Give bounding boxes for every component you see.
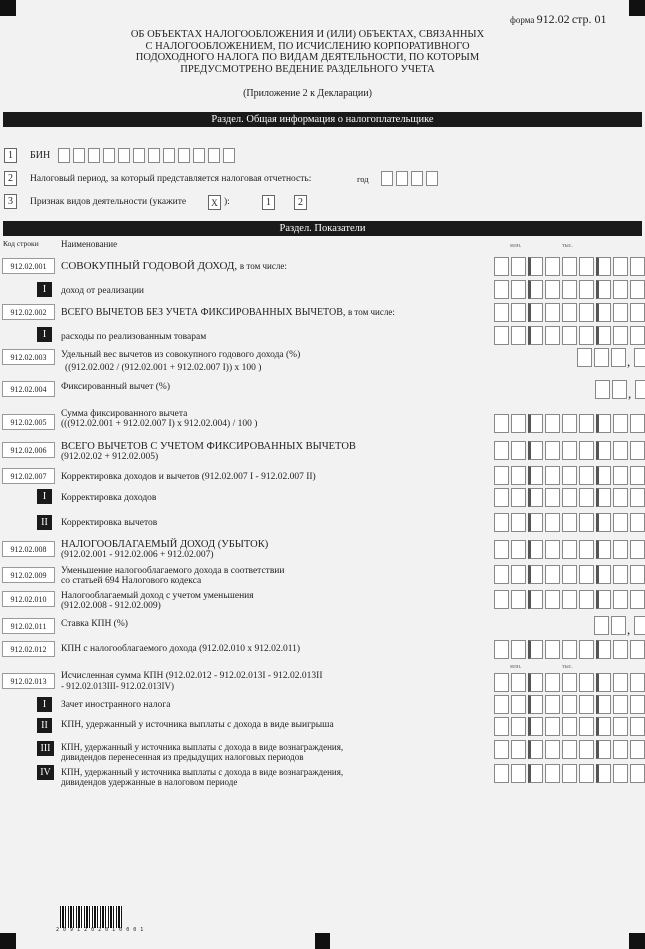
digit-cell[interactable] (613, 466, 628, 485)
digit-cell[interactable] (596, 303, 611, 322)
row-code: 912.02.008 (2, 541, 55, 557)
digit-cell[interactable] (630, 488, 645, 507)
row-roman: II (37, 718, 52, 733)
digit-cell[interactable] (562, 257, 577, 276)
digit-cell[interactable] (545, 466, 560, 485)
digit-cell[interactable] (494, 466, 509, 485)
row-code: 912.02.013 (2, 673, 55, 689)
corner-marker-bottom-left (0, 933, 16, 949)
row-name: Налогооблагаемый доход с учетом уменьшения (912.02.008 - 912.02.009) (61, 591, 254, 611)
digit-cell[interactable] (596, 740, 611, 759)
row-name: СОВОКУПНЫЙ ГОДОВОЙ ДОХОД, в том числе: (61, 260, 287, 272)
digit-cell[interactable] (511, 590, 526, 609)
digit-cell[interactable] (494, 257, 509, 276)
activity-option-2[interactable]: 2 (294, 195, 307, 210)
row-name: НАЛОГООБЛАГАЕМЫЙ ДОХОД (УБЫТОК) (912.02.001 - 912.02.006 + 912.02.007) (61, 539, 269, 560)
amount-input-cells[interactable] (492, 257, 645, 276)
digit-cell[interactable] (613, 640, 628, 659)
digit-cell[interactable] (511, 326, 526, 345)
digit-cell[interactable] (579, 764, 594, 783)
digit-cell[interactable] (579, 717, 594, 736)
digit-cell[interactable] (511, 513, 526, 532)
digit-cell[interactable] (613, 414, 628, 433)
corner-marker-bottom-right (629, 933, 645, 949)
amount-input-cells[interactable] (492, 540, 645, 559)
digit-cell[interactable] (596, 257, 611, 276)
digit-cell[interactable] (545, 280, 560, 299)
digit-cell[interactable] (596, 673, 611, 692)
digit-cell[interactable] (611, 348, 626, 367)
digit-cell[interactable] (511, 466, 526, 485)
digit-cell[interactable] (562, 590, 577, 609)
row-name: КПН, удержанный у источника выплаты с дохода в виде вознаграждения, дивидендов удержанные в налоговом периоде (61, 767, 344, 787)
digit-cell[interactable] (545, 414, 560, 433)
digit-cell[interactable] (494, 695, 509, 714)
amount-input-cells[interactable] (492, 590, 645, 609)
digit-cell[interactable] (528, 695, 543, 714)
row-code: 912.02.007 (2, 468, 55, 484)
digit-cell[interactable] (634, 348, 645, 367)
digit-cell[interactable] (494, 441, 509, 460)
row-code: 912.02.011 (2, 618, 55, 634)
row-name: Сумма фиксированного вычета (((912.02.001 + 912.02.007 I) x 912.02.004) / 100 ) (61, 409, 258, 429)
row-roman: III (37, 741, 54, 756)
digit-cell[interactable] (630, 257, 645, 276)
row-name: доход от реализации (61, 286, 144, 296)
digit-cell[interactable] (562, 695, 577, 714)
activity-sign-close: ): (224, 197, 230, 207)
col-name-header: Наименование (61, 239, 118, 249)
field-num-3: 3 (4, 194, 17, 209)
digit-cell[interactable] (528, 326, 543, 345)
row-name: ВСЕГО ВЫЧЕТОВ С УЧЕТОМ ФИКСИРОВАННЫХ ВЫЧЕТОВ (912.02.02 + 912.02.005) (61, 441, 356, 462)
digit-cell[interactable] (494, 303, 509, 322)
digit-cell[interactable] (494, 488, 509, 507)
digit-cell[interactable] (630, 441, 645, 460)
digit-cell[interactable] (528, 764, 543, 783)
digit-cell[interactable] (562, 488, 577, 507)
digit-cell[interactable] (613, 740, 628, 759)
digit-cell[interactable] (630, 764, 645, 783)
amount-input-cells[interactable] (492, 414, 645, 433)
digit-cell[interactable] (528, 257, 543, 276)
digit-cell[interactable] (494, 717, 509, 736)
digit-cell[interactable] (545, 488, 560, 507)
amount-input-cells[interactable] (492, 280, 645, 299)
digit-cell[interactable] (579, 466, 594, 485)
row-code: 912.02.002 (2, 304, 55, 320)
digit-cell[interactable] (494, 764, 509, 783)
corner-marker-top-right (629, 0, 645, 16)
digit-cell[interactable] (562, 466, 577, 485)
row-name: Зачет иностранного налога (61, 700, 171, 710)
form-number: форма 912.02 стр. 01 (510, 12, 607, 26)
digit-cell[interactable] (562, 640, 577, 659)
barcode-number: 2 0 9 1 2 0 2 0 1 0 0 0 1 (56, 927, 144, 933)
row-name: Исчисленная сумма КПН (912.02.012 - 912.02.013I - 912.02.013II - 912.02.013III- 912.02.013IV) (61, 671, 323, 691)
digit-cell[interactable] (511, 673, 526, 692)
digit-cell[interactable] (630, 326, 645, 345)
digit-cell[interactable] (613, 488, 628, 507)
digit-cell[interactable] (545, 673, 560, 692)
digit-cell[interactable] (528, 540, 543, 559)
digit-cell[interactable] (594, 616, 609, 635)
digit-cell[interactable] (494, 740, 509, 759)
row-roman: I (37, 282, 52, 297)
row-name: КПН, удержанный у источника выплаты с дохода в виде выигрыша (61, 720, 334, 730)
activity-sign-label: Признак видов деятельности (укажите (30, 197, 187, 207)
digit-cell[interactable] (613, 695, 628, 714)
digit-cell[interactable] (596, 764, 611, 783)
digit-cell[interactable] (545, 565, 560, 584)
digit-cell[interactable] (511, 565, 526, 584)
digit-cell[interactable] (528, 466, 543, 485)
digit-cell[interactable] (613, 590, 628, 609)
amount-input-cells[interactable] (492, 764, 645, 783)
digit-cell[interactable] (545, 540, 560, 559)
digit-cell[interactable] (596, 488, 611, 507)
unit-mln: млн. (510, 243, 522, 249)
amount-input-cells[interactable] (592, 616, 645, 635)
row-code: 912.02.009 (2, 567, 55, 583)
digit-cell[interactable] (579, 513, 594, 532)
digit-cell[interactable] (545, 695, 560, 714)
row-code: 912.02.004 (2, 381, 55, 397)
digit-cell[interactable] (579, 280, 594, 299)
unit-ths: тыс. (562, 243, 573, 249)
row-name: расходы по реализованным товарам (61, 332, 207, 342)
digit-cell[interactable] (545, 740, 560, 759)
digit-cell[interactable] (630, 565, 645, 584)
corner-marker-bottom-mid (315, 933, 330, 949)
row-code: 912.02.012 (2, 641, 55, 657)
digit-cell[interactable] (595, 380, 610, 399)
digit-cell[interactable] (494, 280, 509, 299)
digit-cell[interactable] (511, 740, 526, 759)
form-title: ОБ ОБЪЕКТАХ НАЛОГООБЛОЖЕНИЯ И (ИЛИ) ОБЪЕКТАХ, СВЯЗАННЫХ С НАЛОГООБЛОЖЕНИЕМ, ПО ИСЧИСЛЕНИЮ КОРПОРАТИВНОГО ПОДОХОДНОГО НАЛОГА ПО ВИДАМ ДЕЯТЕЛЬНОСТИ, ПО КОТОРЫМ ПРЕДУСМОТРЕНО ВЕДЕНИЕ РАЗДЕЛЬНОГО УЧЕТА (130, 29, 485, 75)
digit-cell[interactable] (562, 280, 577, 299)
digit-cell[interactable] (613, 280, 628, 299)
digit-cell[interactable] (528, 488, 543, 507)
amount-input-cells[interactable] (492, 640, 645, 659)
digit-cell[interactable] (511, 257, 526, 276)
digit-cell[interactable] (511, 414, 526, 433)
digit-cell[interactable] (630, 303, 645, 322)
digit-cell[interactable] (494, 590, 509, 609)
digit-cell[interactable] (630, 466, 645, 485)
digit-cell[interactable] (596, 326, 611, 345)
digit-cell[interactable] (545, 764, 560, 783)
digit-cell[interactable] (562, 540, 577, 559)
digit-cell[interactable] (562, 441, 577, 460)
digit-cell[interactable] (528, 513, 543, 532)
digit-cell[interactable] (545, 326, 560, 345)
digit-cell[interactable] (562, 673, 577, 692)
row-name: Уменьшение налогооблагаемого дохода в соответствии со статьей 694 Налогового кодекса (61, 566, 285, 586)
digit-cell[interactable] (596, 414, 611, 433)
digit-cell[interactable] (613, 764, 628, 783)
row-roman: I (37, 327, 52, 342)
row-name: Корректировка доходов и вычетов (912.02.007 I - 912.02.007 II) (61, 472, 316, 482)
field-num-1: 1 (4, 148, 17, 163)
decimal-comma: , (627, 354, 631, 369)
digit-cell[interactable] (579, 441, 594, 460)
digit-cell[interactable] (494, 565, 509, 584)
section-indicators-header: Раздел. Показатели (3, 221, 642, 236)
digit-cell[interactable] (630, 717, 645, 736)
row-name: Удельный вес вычетов из совокупного годового дохода (%) ((912.02.002 / (912.02.001 + 912.02.007 I)) x 100 ) (61, 350, 301, 373)
digit-cell[interactable] (594, 348, 609, 367)
digit-cell[interactable] (630, 695, 645, 714)
digit-cell[interactable] (630, 540, 645, 559)
row-name: Ставка КПН (%) (61, 619, 128, 629)
barcode (60, 906, 122, 928)
digit-cell[interactable] (545, 640, 560, 659)
digit-cell[interactable] (630, 414, 645, 433)
digit-cell[interactable] (613, 565, 628, 584)
amount-input-cells[interactable] (492, 466, 645, 485)
digit-cell[interactable] (596, 565, 611, 584)
digit-cell[interactable] (579, 257, 594, 276)
digit-cell[interactable] (528, 673, 543, 692)
decimal-comma: , (628, 386, 632, 401)
digit-cell[interactable] (579, 673, 594, 692)
digit-cell[interactable] (511, 717, 526, 736)
digit-cell[interactable] (579, 590, 594, 609)
digit-cell[interactable] (528, 717, 543, 736)
digit-cell[interactable] (630, 740, 645, 759)
row-name: Фиксированный вычет (%) (61, 382, 170, 392)
digit-cell[interactable] (528, 640, 543, 659)
digit-cell[interactable] (596, 717, 611, 736)
digit-cell[interactable] (613, 257, 628, 276)
row-code: 912.02.005 (2, 414, 55, 430)
row-code: 912.02.010 (2, 591, 55, 607)
row-name: Корректировка вычетов (61, 518, 158, 528)
digit-cell[interactable] (579, 303, 594, 322)
digit-cell[interactable] (579, 488, 594, 507)
amount-input-cells[interactable] (492, 326, 645, 345)
row-code: 912.02.003 (2, 349, 55, 365)
digit-cell[interactable] (579, 740, 594, 759)
digit-cell[interactable] (562, 764, 577, 783)
digit-cell[interactable] (596, 640, 611, 659)
col-code-header: Код строки (3, 239, 39, 248)
digit-cell[interactable] (494, 640, 509, 659)
digit-cell[interactable] (562, 513, 577, 532)
digit-cell[interactable] (494, 326, 509, 345)
corner-marker-top-left (0, 0, 16, 16)
row-name: КПН, удержанный у источника выплаты с дохода в виде вознаграждения, дивидендов перенесенная из предыдущих налоговых периодов (61, 742, 344, 762)
digit-cell[interactable] (630, 590, 645, 609)
digit-cell[interactable] (613, 303, 628, 322)
digit-cell[interactable] (545, 441, 560, 460)
form-subtitle: (Приложение 2 к Декларации) (243, 88, 372, 99)
digit-cell[interactable] (577, 348, 592, 367)
digit-cell[interactable] (579, 326, 594, 345)
digit-cell[interactable] (611, 616, 626, 635)
year-label: год (357, 174, 369, 184)
amount-input-cells[interactable] (575, 348, 645, 367)
amount-input-cells[interactable] (492, 673, 645, 692)
digit-cell[interactable] (579, 414, 594, 433)
digit-cell[interactable] (545, 717, 560, 736)
digit-cell[interactable] (612, 380, 627, 399)
digit-cell[interactable] (528, 565, 543, 584)
amount-input-cells[interactable] (492, 441, 645, 460)
row-name: КПН с налогооблагаемого дохода (912.02.010 x 912.02.011) (61, 644, 301, 654)
digit-cell[interactable] (630, 640, 645, 659)
digit-cell[interactable] (596, 513, 611, 532)
activity-option-1[interactable]: 1 (262, 195, 275, 210)
digit-cell[interactable] (635, 380, 645, 399)
digit-cell[interactable] (562, 326, 577, 345)
row-code: 912.02.001 (2, 258, 55, 274)
digit-cell[interactable] (528, 740, 543, 759)
unit-mln-2: млн. (510, 664, 522, 670)
period-label: Налоговый период, за который представляется налоговая отчетность: (30, 174, 312, 184)
digit-cell[interactable] (494, 540, 509, 559)
field-num-2: 2 (4, 171, 17, 186)
digit-cell[interactable] (511, 303, 526, 322)
digit-cell[interactable] (545, 303, 560, 322)
amount-input-cells[interactable] (492, 695, 645, 714)
digit-cell[interactable] (562, 717, 577, 736)
digit-cell[interactable] (511, 764, 526, 783)
row-roman: IV (37, 765, 54, 780)
digit-cell[interactable] (613, 326, 628, 345)
amount-input-cells[interactable] (593, 380, 645, 399)
digit-cell[interactable] (511, 540, 526, 559)
row-roman: I (37, 489, 52, 504)
bin-label: БИН (30, 150, 51, 161)
digit-cell[interactable] (613, 513, 628, 532)
digit-cell[interactable] (562, 740, 577, 759)
digit-cell[interactable] (596, 280, 611, 299)
digit-cell[interactable] (562, 565, 577, 584)
digit-cell[interactable] (613, 717, 628, 736)
digit-cell[interactable] (511, 640, 526, 659)
unit-ths-2: тыс. (562, 664, 573, 670)
digit-cell[interactable] (494, 513, 509, 532)
digit-cell[interactable] (545, 257, 560, 276)
digit-cell[interactable] (613, 540, 628, 559)
digit-cell[interactable] (545, 590, 560, 609)
digit-cell[interactable] (596, 441, 611, 460)
row-roman: II (37, 515, 52, 530)
row-name: Корректировка доходов (61, 493, 157, 503)
digit-cell[interactable] (579, 695, 594, 714)
amount-input-cells[interactable] (492, 488, 645, 507)
digit-cell[interactable] (528, 414, 543, 433)
digit-cell[interactable] (494, 673, 509, 692)
amount-input-cells[interactable] (492, 717, 645, 736)
digit-cell[interactable] (596, 695, 611, 714)
section-general-header: Раздел. Общая информация о налогоплательщике (3, 112, 642, 127)
activity-mark-box: X (208, 195, 221, 210)
digit-cell[interactable] (562, 414, 577, 433)
amount-input-cells[interactable] (492, 740, 645, 759)
bin-input[interactable] (58, 146, 238, 164)
amount-input-cells[interactable] (492, 565, 645, 584)
digit-cell[interactable] (511, 488, 526, 507)
digit-cell[interactable] (630, 673, 645, 692)
row-roman: I (37, 697, 52, 712)
amount-input-cells[interactable] (492, 513, 645, 532)
digit-cell[interactable] (562, 303, 577, 322)
row-code: 912.02.006 (2, 442, 55, 458)
digit-cell[interactable] (511, 441, 526, 460)
digit-cell[interactable] (579, 640, 594, 659)
digit-cell[interactable] (630, 513, 645, 532)
digit-cell[interactable] (630, 280, 645, 299)
decimal-comma: , (627, 622, 631, 637)
year-input[interactable] (381, 169, 441, 187)
digit-cell[interactable] (634, 616, 645, 635)
row-name: ВСЕГО ВЫЧЕТОВ БЕЗ УЧЕТА ФИКСИРОВАННЫХ ВЫЧЕТОВ, в том числе: (61, 307, 395, 318)
digit-cell[interactable] (596, 466, 611, 485)
digit-cell[interactable] (579, 540, 594, 559)
amount-input-cells[interactable] (492, 303, 645, 322)
digit-cell[interactable] (528, 590, 543, 609)
digit-cell[interactable] (528, 441, 543, 460)
digit-cell[interactable] (545, 513, 560, 532)
digit-cell[interactable] (596, 590, 611, 609)
digit-cell[interactable] (528, 280, 543, 299)
digit-cell[interactable] (579, 565, 594, 584)
digit-cell[interactable] (511, 695, 526, 714)
digit-cell[interactable] (511, 280, 526, 299)
digit-cell[interactable] (613, 441, 628, 460)
digit-cell[interactable] (613, 673, 628, 692)
digit-cell[interactable] (528, 303, 543, 322)
digit-cell[interactable] (494, 414, 509, 433)
digit-cell[interactable] (596, 540, 611, 559)
